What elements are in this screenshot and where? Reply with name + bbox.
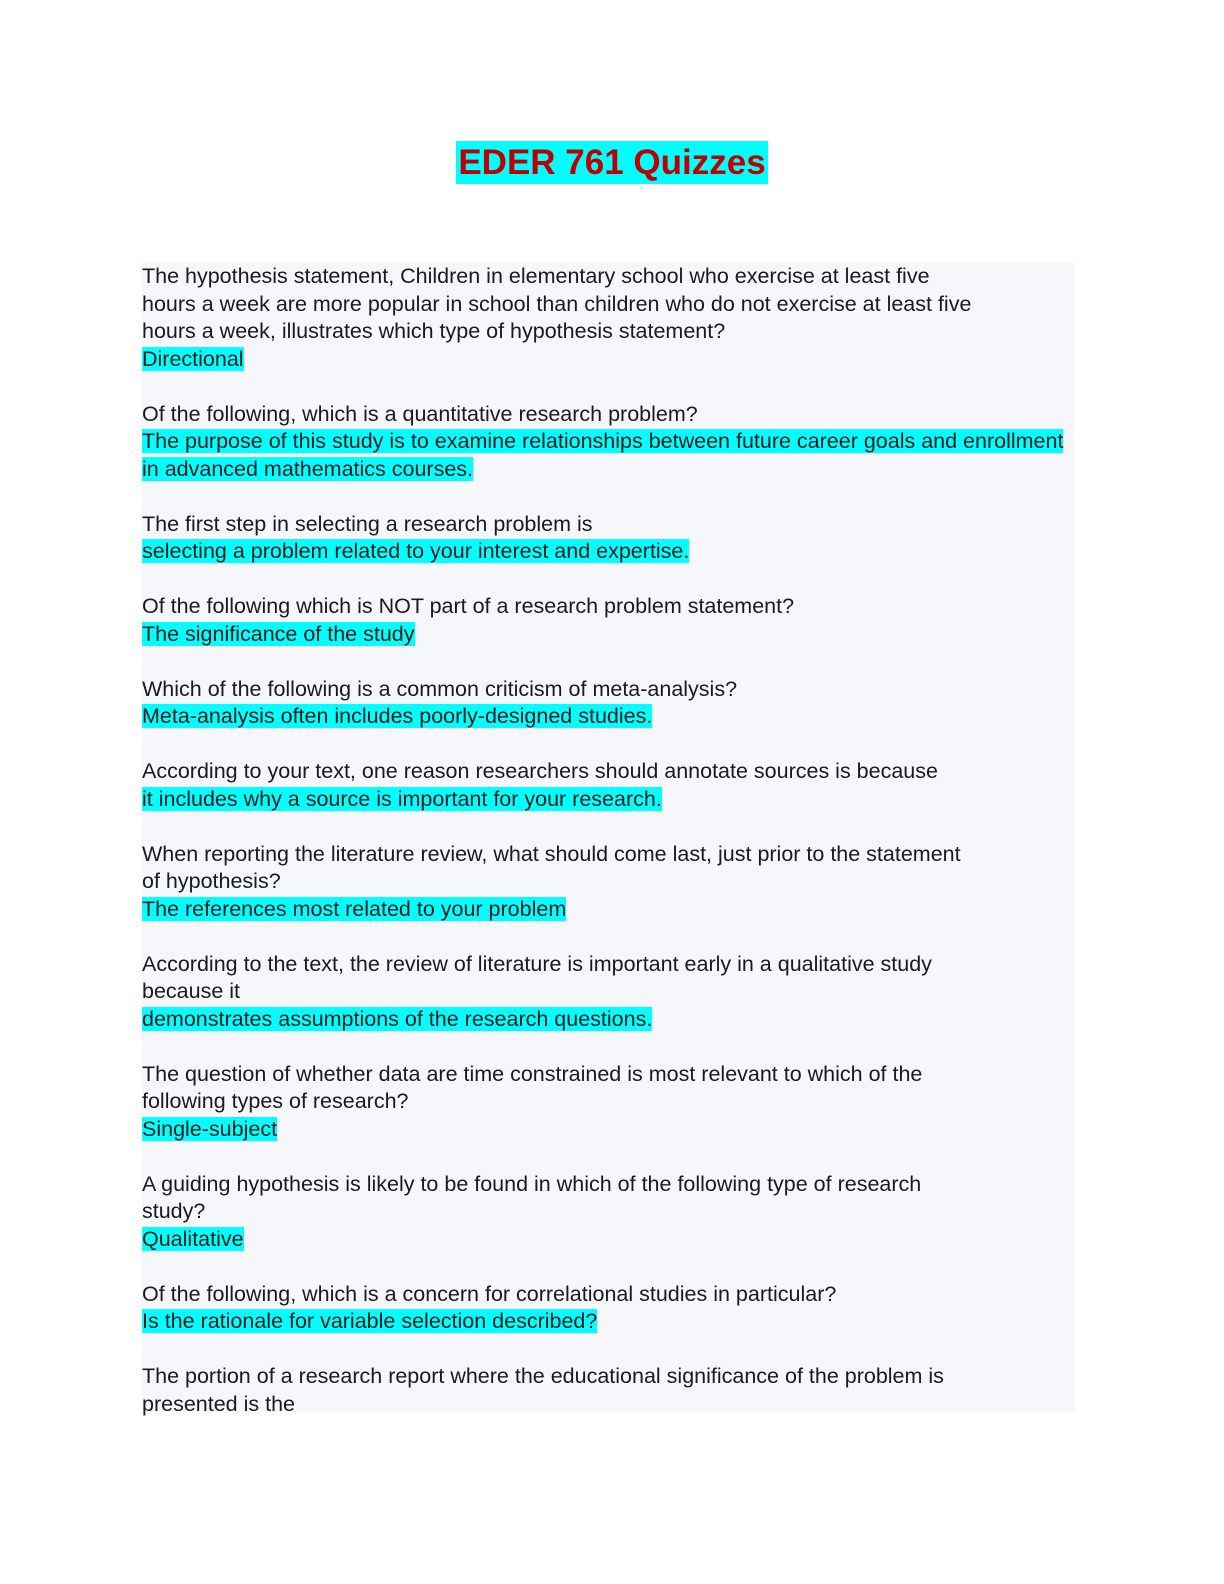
quiz-content	[142, 262, 1074, 1416]
quiz-item	[142, 593, 1074, 648]
answer-highlight: Qualitative	[142, 1226, 244, 1251]
question-text: Which of the following is a common criticism of meta-analysis?	[142, 676, 738, 701]
quiz-item	[142, 263, 1074, 373]
answer-highlight: The references most related to your problem	[142, 896, 567, 921]
question-text: The question of whether data are time constrained is most relevant to which of the following types of research?	[142, 1061, 923, 1113]
answer-highlight: Directional	[142, 346, 244, 371]
question-text: The hypothesis statement, Children in elementary school who exercise at least five hours a week are more popular in school than children who do not exercise at least five hours a week, illustrates which type of hypothesis statement?	[142, 264, 972, 343]
answer-highlight: demonstrates assumptions of the research questions.	[142, 1006, 653, 1031]
answer-highlight: it includes why a source is important for your research.	[142, 786, 662, 811]
quiz-item	[142, 1171, 1074, 1254]
answer-highlight: The significance of the study	[142, 621, 415, 646]
question-text: According to your text, one reason researchers should annotate sources is because	[142, 759, 938, 783]
question-text: Of the following which is NOT part of a research problem statement?	[142, 594, 795, 618]
answer-highlight: The purpose of this study is to examine relationships between future career goals and enrollment in advanced mathematics courses.	[142, 429, 1064, 481]
question-text: Of the following, which is a concern for correlational studies in particular?	[142, 1281, 837, 1306]
quiz-item	[142, 951, 1074, 1034]
question-text: A guiding hypothesis is likely to be found in which of the following type of research study?	[142, 1171, 922, 1223]
question-text: When reporting the literature review, what should come last, just prior to the statement of hypothesis?	[142, 841, 961, 893]
question-text: The portion of a research report where the educational significance of the problem is presented is the	[142, 1364, 944, 1416]
quiz-item	[142, 401, 1074, 484]
answer-highlight: selecting a problem related to your interest and expertise.	[142, 539, 690, 563]
answer-highlight: Single-subject	[142, 1116, 278, 1141]
question-text: According to the text, the review of literature is important early in a qualitative study because it	[142, 951, 932, 1003]
quiz-item	[142, 1363, 1074, 1418]
title-container	[0, 141, 1224, 184]
page-title: EDER 761 Quizzes	[458, 143, 766, 182]
question-text: The first step in selecting a research problem is	[142, 511, 593, 536]
quiz-item	[142, 841, 1074, 924]
answer-highlight: Is the rationale for variable selection described?	[142, 1309, 598, 1333]
question-text: Of the following, which is a quantitative research problem?	[142, 401, 698, 426]
quiz-item	[142, 676, 1074, 731]
quiz-item	[142, 758, 1074, 813]
quiz-item	[142, 1061, 1074, 1144]
quiz-item	[142, 511, 1074, 566]
answer-highlight: Meta-analysis often includes poorly-designed studies.	[142, 704, 653, 728]
quiz-item	[142, 1281, 1074, 1336]
